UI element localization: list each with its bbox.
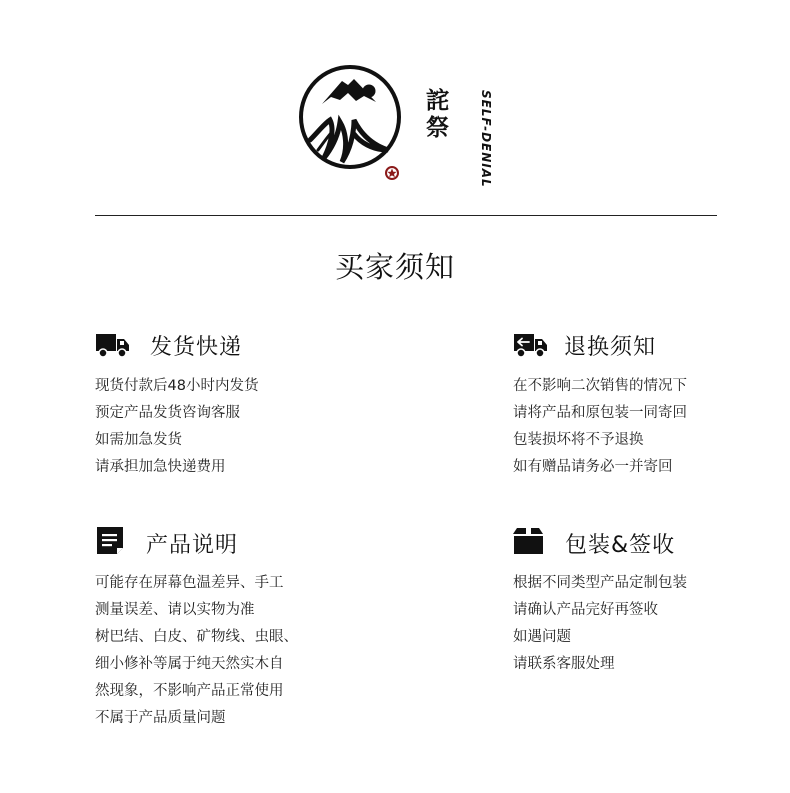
section-line: 测量误差、请以实物为准: [95, 602, 255, 618]
section-line: 请承担加急快递费用: [95, 459, 226, 475]
section-line: 请将产品和原包装一同寄回: [513, 405, 687, 421]
section-lines: [513, 373, 687, 481]
section-title: 产品说明: [146, 533, 239, 558]
document-icon: [95, 526, 129, 556]
section-line: 包装损坏将不予退换: [513, 432, 644, 448]
section-lines: [95, 373, 258, 481]
section-line: 在不影响二次销售的情况下: [513, 378, 687, 394]
section-title: 发货快递: [150, 335, 243, 360]
section-line: 树巴结、白皮、矿物线、虫眼、: [95, 629, 298, 645]
page-title: 买家须知: [334, 250, 455, 284]
section-line: 可能存在屏幕色温差异、手工: [95, 575, 284, 591]
section-line: 细小修补等属于纯天然实木自: [95, 656, 284, 672]
delivery-truck-icon: [95, 330, 129, 360]
section-line: 请确认产品完好再签收: [513, 602, 658, 618]
section-lines: [95, 570, 298, 732]
section-line: 如需加急发货: [95, 432, 182, 448]
header-divider: [95, 215, 717, 216]
brand-name-en: SELF-DENIAL: [479, 90, 493, 188]
section-line: 然现象，不影响产品正常使用: [95, 683, 284, 699]
section-title: 退换须知: [564, 335, 657, 360]
section-line: 根据不同类型产品定制包装: [513, 575, 687, 591]
red-star-seal: [386, 167, 398, 179]
section-line: 如有赠品请务必一并寄回: [513, 459, 673, 475]
brand-name-cn: 詫祭: [426, 88, 449, 141]
section-title: 包装&签收: [565, 533, 676, 558]
section-line: 如遇问题: [513, 629, 571, 645]
section-line: 不属于产品质量问题: [95, 710, 226, 726]
section-line: 预定产品发货咨询客服: [95, 405, 240, 421]
return-truck-icon: [513, 330, 547, 360]
section-lines: [513, 570, 687, 678]
section-line: 请联系客服处理: [513, 656, 615, 672]
package-box-icon: [513, 526, 547, 556]
section-line: 现货付款后48小时内发货: [95, 378, 259, 394]
